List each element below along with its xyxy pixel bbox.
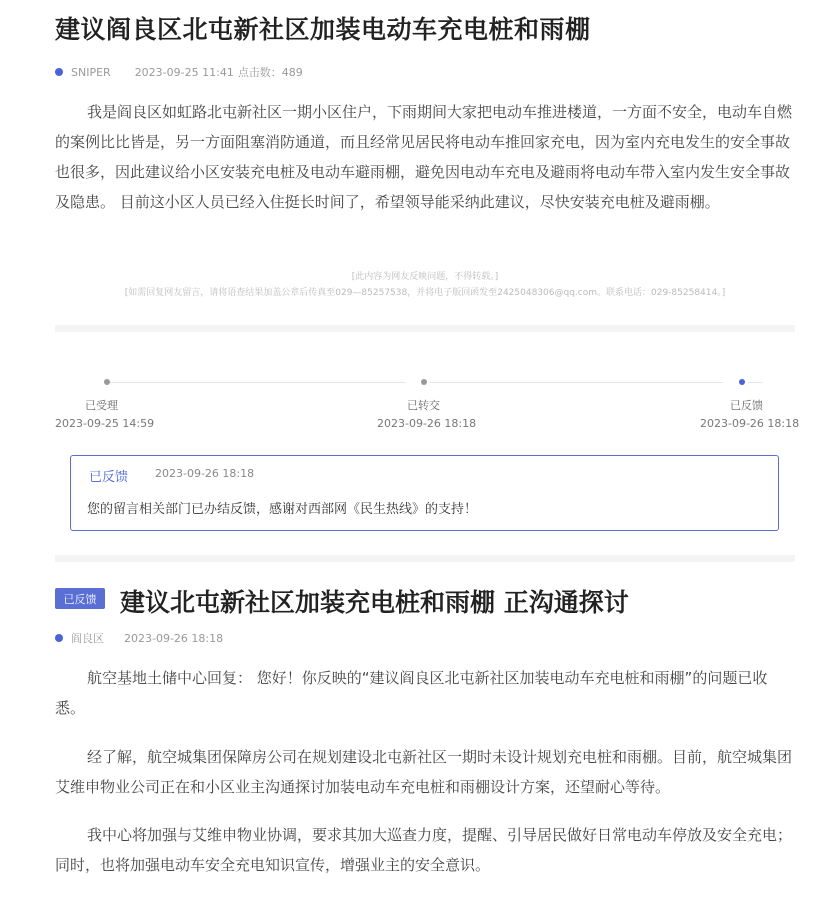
author-name[interactable]: SNIPER <box>71 65 111 79</box>
post-datetime: 2023-09-25 11:41 <box>134 65 234 79</box>
timeline-dot <box>104 379 110 385</box>
timeline-connector <box>748 382 762 383</box>
article-body: 我是阎良区如虹路北屯新社区一期小区住户，下雨期间大家把电动车推进楼道，一方面不安全，电动车自燃的案例比比皆是，另一方面阻塞消防通道，而且经常见居民将电动车推回家充电，因为室内充电发生的安全事故也很多，因此建议给小区安装充电桩及电动车避雨棚，避免因电动车充电及避雨将电动车带入室内发生安全事故及隐患。 目前这小区人员已经入住挺长时间了，希望领导能采纳此建议，尽快安装充电桩及避雨棚。 <box>55 103 793 211</box>
feedback-message: 您的留言相关部门已办结反馈，感谢对西部网《民生热线》的支持！ <box>87 502 478 517</box>
timeline-step-time: 2023-09-25 14:59 <box>55 417 155 430</box>
timeline-step-label: 已受理 <box>85 399 118 412</box>
reply-paragraph: 经了解，航空城集团保障房公司在规划建设北屯新社区一期时未设计规划充电桩和雨棚。目前，航空城集团艾维申物业公司正在和小区业主沟通探讨加装电动车充电桩和雨棚设计方案，还望耐心等待。 <box>55 748 793 796</box>
timeline-dot-active <box>739 379 745 385</box>
notice-repost: [此内容为网友反映问题，不得转载。] <box>351 272 499 282</box>
status-badge: 已反馈 <box>55 588 105 609</box>
department-icon <box>55 634 63 642</box>
timeline-connector <box>110 382 406 383</box>
timeline-dot <box>421 379 427 385</box>
reply-source: 阎良区 <box>71 632 104 645</box>
reply-paragraph: 航空基地土储中心回复： 您好！你反映的“建议阎良区北屯新社区加装电动车充电桩和雨棚”的问题已收悉。 <box>55 669 768 717</box>
user-icon <box>55 68 63 76</box>
reply-datetime: 2023-09-26 18:18 <box>124 631 224 645</box>
timeline-step-label: 已反馈 <box>730 399 763 412</box>
reply-meta <box>55 630 223 646</box>
notice-reply-info: [如需回复网友留言，请将语查结果加盖公章后传真至029—85257538，并将电子版回函发至2425048306@qq.com。联系电话：029-85258414。] <box>124 288 726 298</box>
feedback-box <box>70 455 779 531</box>
feedback-time: 2023-09-26 18:18 <box>155 467 255 480</box>
section-divider <box>55 555 795 562</box>
reply-paragraph: 我中心将加强与艾维申物业协调，要求其加大巡查力度，提醒、引导居民做好日常电动车停放及安全充电；同时，也将加强电动车安全充电知识宣传，增强业主的安全意识。 <box>55 826 793 874</box>
reply-title: 建议北屯新社区加装充电桩和雨棚 正沟通探讨 <box>120 588 629 617</box>
timeline-step-label: 已转交 <box>407 399 440 412</box>
section-divider <box>55 325 795 332</box>
article-title: 建议阎良区北屯新社区加装电动车充电桩和雨棚 <box>55 15 591 44</box>
timeline-step-time: 2023-09-26 18:18 <box>700 417 800 430</box>
feedback-status: 已反馈 <box>89 470 129 485</box>
timeline-connector <box>430 382 723 383</box>
timeline-step-time: 2023-09-26 18:18 <box>377 417 477 430</box>
article-meta <box>55 64 303 80</box>
view-count: 点击数：489 <box>237 66 303 79</box>
